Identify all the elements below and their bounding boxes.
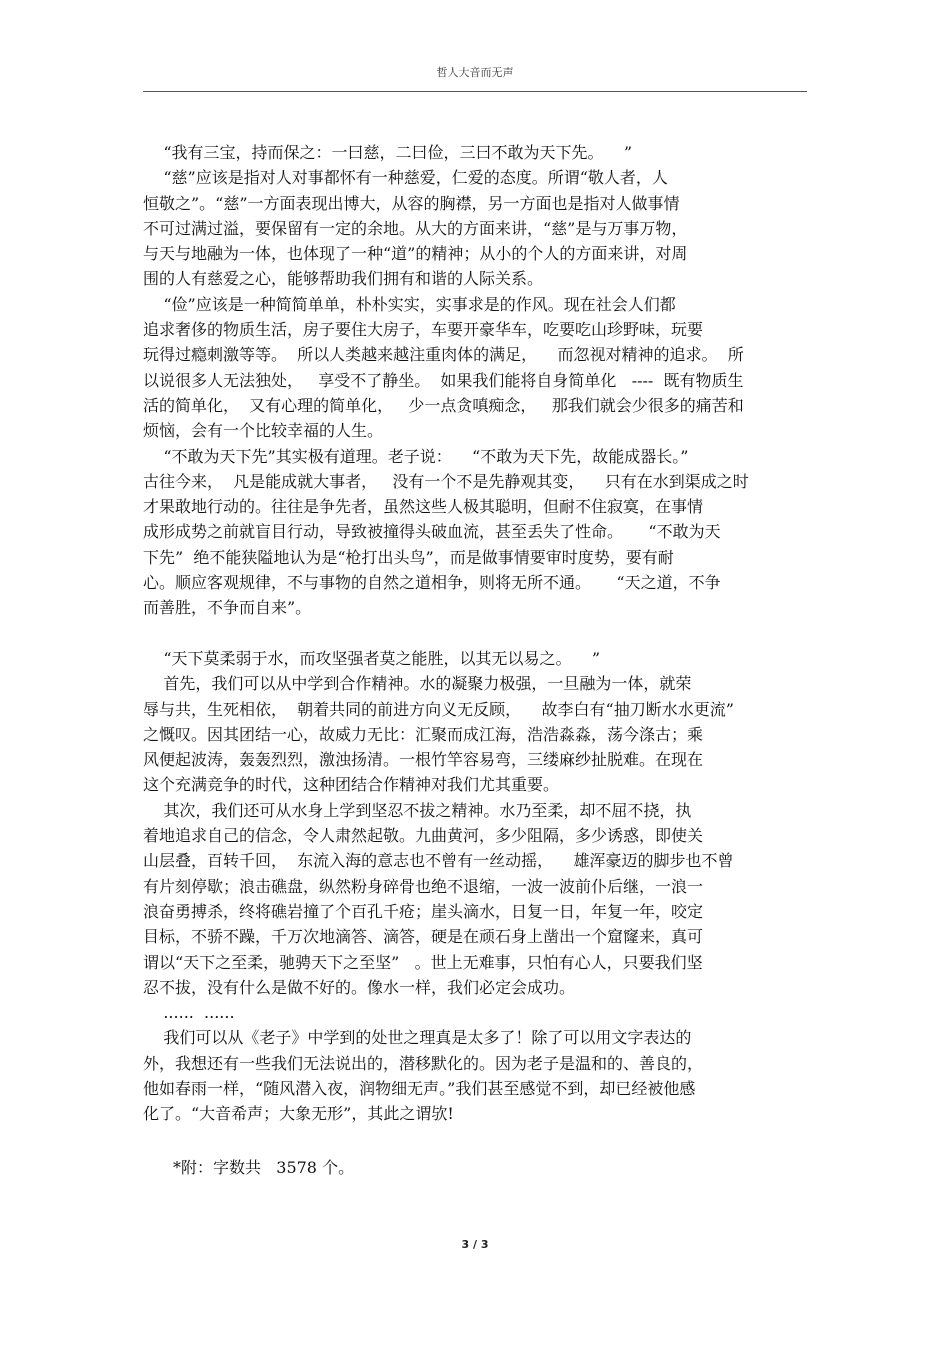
paragraph-spacer [143, 621, 807, 646]
page-number: 3 / 3 [461, 1238, 489, 1251]
text-line: 下先” 绝不能狭隘地认为是“枪打出头鸟”，而是做事情要审时度势，要有耐 [143, 547, 674, 567]
text-line: 有片刻停歇；浪击礁盘，纵然粉身碎骨也绝不退缩，一波一波前仆后继，一浪一 [143, 876, 704, 896]
text-line: 这个充满竞争的时代，这种团结合作精神对我们尤其重要。 [143, 775, 560, 795]
text-line: 我们可以从《老子》中学到的处世之理真是太多了！除了可以用文字表达的 [143, 1028, 692, 1048]
text-line: 以说很多人无法独处， 享受不了静坐。 如果我们能将自身简单化 ---- 既有物质生 [143, 370, 744, 390]
document-body [143, 140, 807, 1127]
text-line: 不可过满过溢，要保留有一定的余地。从大的方面来讲，“慈”是与万事万物， [143, 218, 688, 238]
text-line: 之慨叹。因其团结一心，故威力无比：汇聚而成江海，浩浩淼淼，荡今涤古；乘 [143, 724, 704, 744]
text-line: 他如春雨一样，“随风潜入夜，润物细无声。”我们甚至感觉不到，却已经被他感 [143, 1078, 696, 1098]
page-header-title: 哲人大音而无声 [436, 66, 514, 79]
text-line: 化了。“大音希声；大象无形”，其此之谓欤! [143, 1104, 454, 1124]
text-line: 山层叠，百转千回， 东流入海的意志也不曾有一丝动摇， 雄浑豪迈的脚步也不曾 [143, 851, 734, 871]
text-line: 浪奋勇搏杀，终将礁岩撞了个百孔千疮；崖头滴水，日复一日，年复一年，咬定 [143, 901, 704, 921]
text-line: 烦恼，会有一个比较幸福的人生。 [143, 421, 384, 441]
text-line: 外，我想还有一些我们无法说出的，潜移默化的。因为老子是温和的、善良的， [143, 1053, 704, 1073]
text-line: 着地追求自己的信念，令人肃然起敬。九曲黄河，多少阻隔，多少诱惑，即使关 [143, 826, 704, 846]
text-line: ...... ...... [143, 1003, 235, 1023]
text-line: 与天与地融为一体，也体现了一种“道”的精神；从小的个人的方面来讲，对周 [143, 244, 688, 264]
header-divider [143, 91, 807, 92]
text-line: 活的简单化， 又有心理的简单化， 少一点贪嗔痴念， 那我们就会少很多的痛苦和 [143, 395, 744, 415]
text-line: 风便起波涛，轰轰烈烈，激浊扬清。一根竹竿容易弯，三缕麻纱扯脱难。在现在 [143, 750, 704, 770]
text-line: 目标，不骄不躁，千万次地滴答、滴答，硬是在顽石身上凿出一个窟窿来，真可 [143, 927, 704, 947]
word-count-footnote: *附：字数共 3578 个。 [173, 1158, 355, 1177]
text-line: 古往今来， 凡是能成就大事者， 没有一个不是先静观其变， 只有在水到渠成之时 [143, 471, 749, 491]
text-line: 恒敬之”。“慈”一方面表现出博大，从容的胸襟，另一方面也是指对人做事情 [143, 193, 680, 213]
text-line: “不敢为天下先”其实极有道理。老子说： “不敢为天下先，故能成器长。” [143, 446, 689, 466]
text-line: “俭”应该是一种简简单单，朴朴实实，实事求是的作风。现在社会人们都 [143, 294, 676, 314]
text-line: 忍不拔，没有什么是做不好的。像水一样，我们必定会成功。 [143, 977, 576, 997]
text-line: 才果敢地行动的。往往是争先者，虽然这些人极其聪明，但耐不住寂寞，在事情 [143, 497, 704, 517]
text-line: “慈”应该是指对人对事都怀有一种慈爱，仁爱的态度。所谓“敬人者，人 [143, 168, 668, 188]
text-line: 玩得过瘾刺激等等。 所以人类越来越注重肉体的满足， 而忽视对精神的追求。 所 [143, 345, 744, 365]
text-line: 围的人有慈爱之心，能够帮助我们拥有和谐的人际关系。 [143, 269, 544, 289]
text-line: 谓以“天下之至柔，驰骋天下之至坚” 。世上无难事，只怕有心人，只要我们坚 [143, 952, 703, 972]
text-line: 辱与共，生死相依， 朝着共同的前进方向义无反顾， 故李白有“抽刀断水水更流” [143, 699, 734, 719]
text-line: “天下莫柔弱于水，而攻坚强者莫之能胜，以其无以易之。 ” [143, 648, 601, 668]
text-line: “我有三宝，持而保之：一曰慈，二曰俭，三曰不敢为天下先。 ” [143, 143, 633, 162]
text-line: 其次，我们还可从水身上学到坚忍不拔之精神。水乃至柔，却不屈不挠，执 [143, 800, 692, 820]
text-line: 而善胜，不争而自来”。 [143, 598, 312, 618]
text-line: 成形成势之前就盲目行动，导致被撞得头破血流，甚至丢失了性命。 “不敢为天 [143, 522, 721, 542]
text-line: 心。顺应客观规律，不与事物的自然之道相争，则将无所不通。 “天之道，不争 [143, 573, 721, 593]
text-line: 追求奢侈的物质生活，房子要住大房子，车要开豪华车，吃要吃山珍野味，玩要 [143, 320, 704, 340]
text-line: 首先，我们可以从中学到合作精神。水的凝聚力极强，一旦融为一体，就荣 [143, 674, 692, 694]
